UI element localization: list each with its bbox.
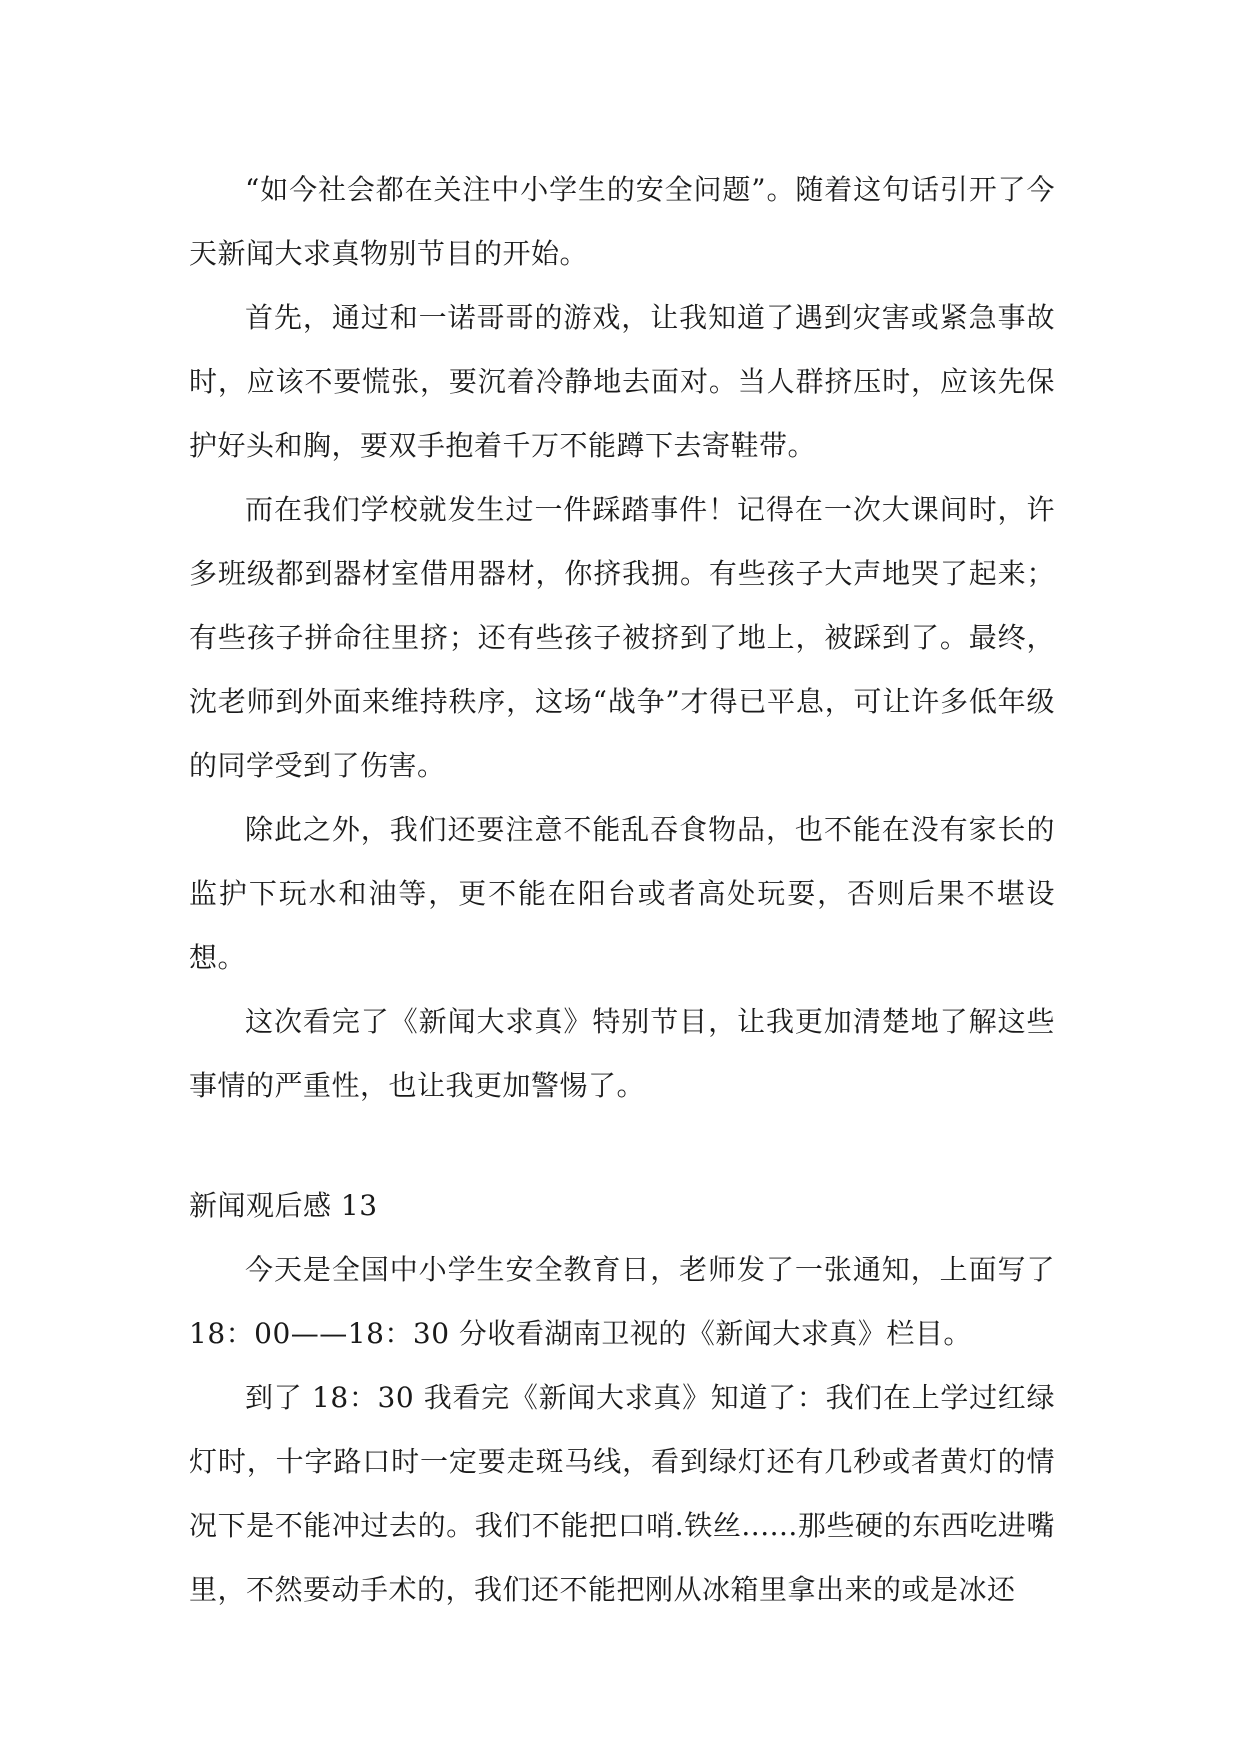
paragraph: 这次看完了《新闻大求真》特别节目，让我更加清楚地了解这些事情的严重性，也让我更加警惕了。 (189, 1005, 1055, 1102)
paragraph: 今天是全国中小学生安全教育日，老师发了一张通知，上面写了18：00——18：30 分收看湖南卫视的《新闻大求真》栏目。 (189, 1253, 1055, 1350)
paragraph: 除此之外，我们还要注意不能乱吞食物品，也不能在没有家长的监护下玩水和油等，更不能在阳台或者高处玩耍，否则后果不堪设想。 (189, 813, 1055, 974)
document-body (189, 158, 1055, 1622)
section-title: 新闻观后感 13 (189, 1189, 378, 1222)
paragraph: 到了 18：30 我看完《新闻大求真》知道了：我们在上学过红绿灯时，十字路口时一定要走斑马线，看到绿灯还有几秒或者黄灯的情况下是不能冲过去的。我们不能把口哨.铁丝......那些硬的东西吃进嘴里，不然要动手术的，我们还不能把刚从冰箱里拿出来的或是冰还 (189, 1381, 1055, 1606)
paragraph: 首先，通过和一诺哥哥的游戏，让我知道了遇到灾害或紧急事故时，应该不要慌张，要沉着冷静地去面对。当人群挤压时，应该先保护好头和胸，要双手抱着千万不能蹲下去寄鞋带。 (189, 301, 1055, 462)
paragraph: 而在我们学校就发生过一件踩踏事件！记得在一次大课间时，许多班级都到器材室借用器材，你挤我拥。有些孩子大声地哭了起来；有些孩子拼命往里挤；还有些孩子被挤到了地上，被踩到了。最终，沈老师到外面来维持秩序，这场“战争”才得已平息，可让许多低年级的同学受到了伤害。 (189, 493, 1055, 782)
paragraph: “如今社会都在关注中小学生的安全问题”。随着这句话引开了今天新闻大求真物别节目的开始。 (189, 173, 1055, 270)
